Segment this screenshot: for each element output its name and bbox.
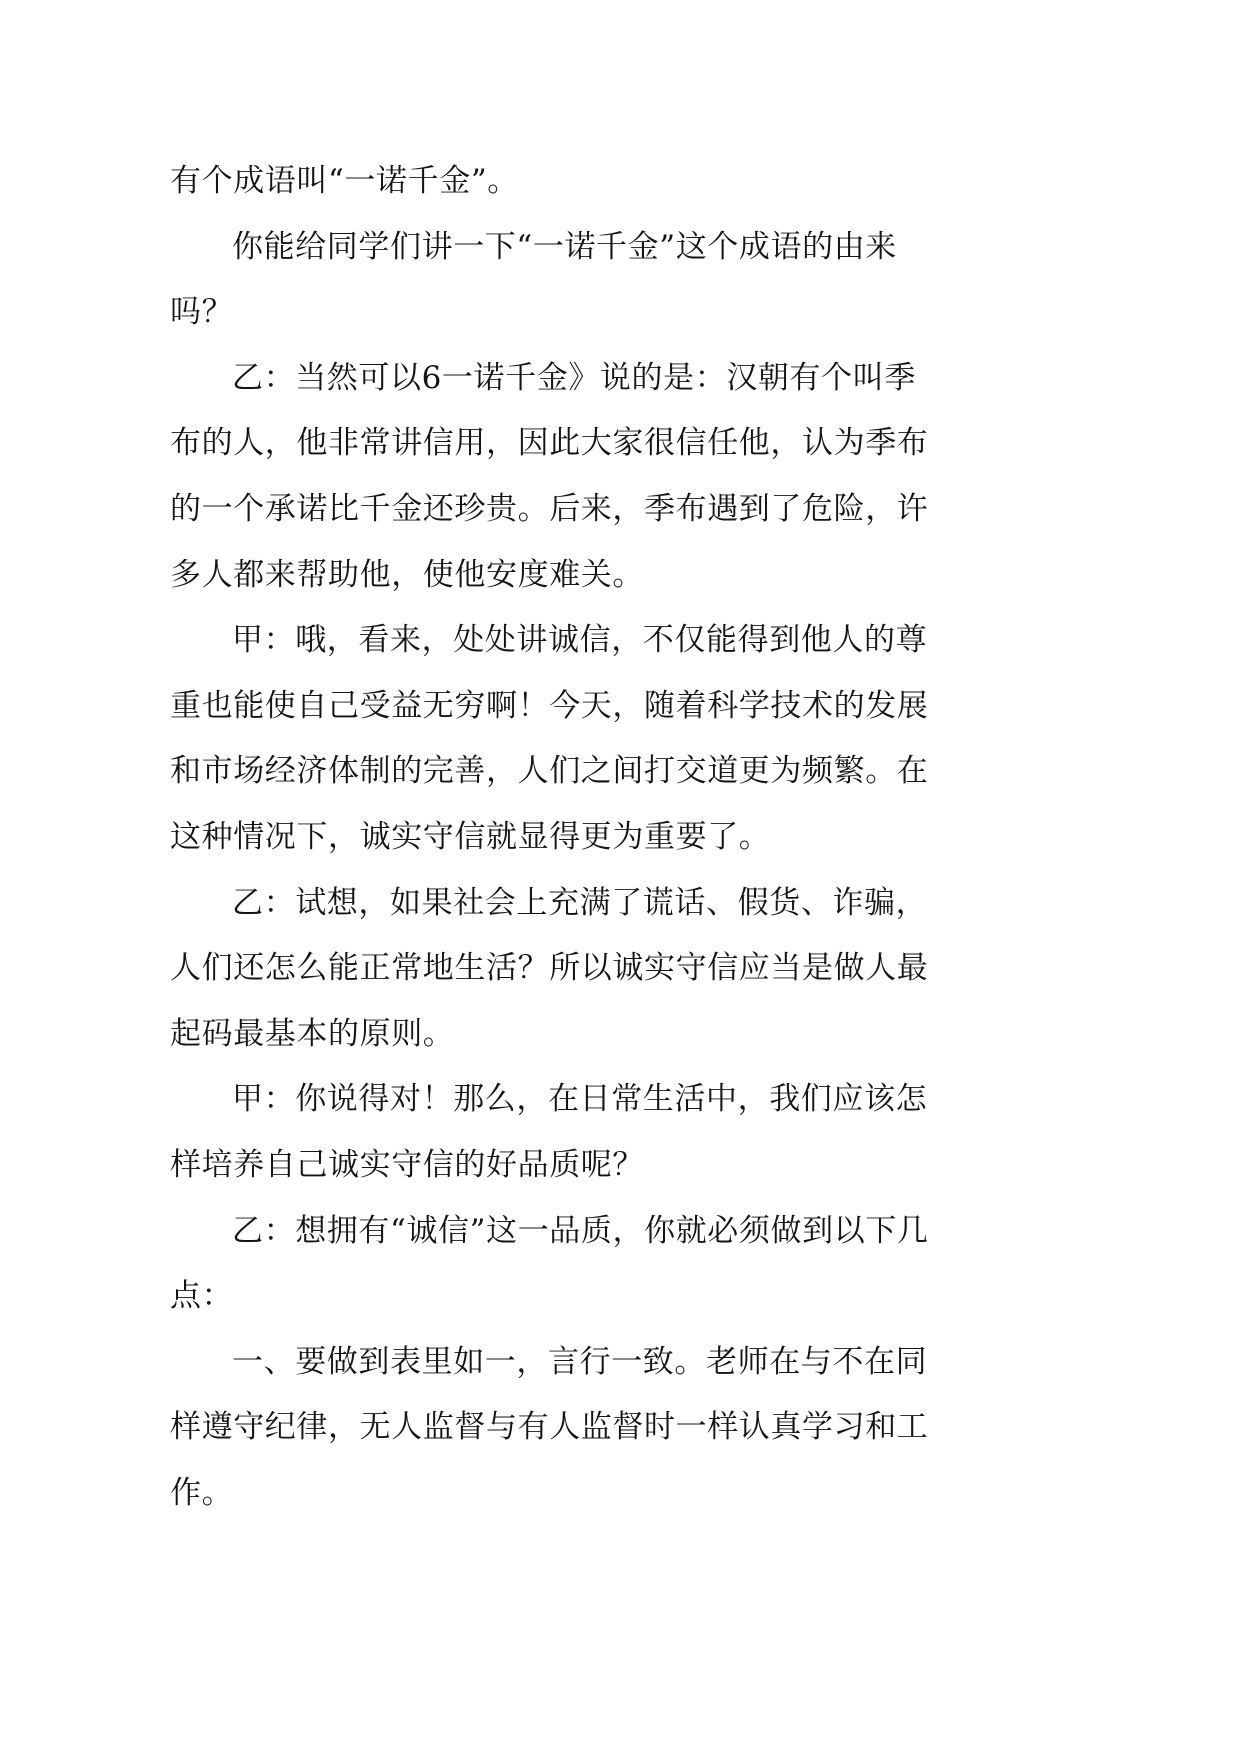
paragraph-6: 甲：你说得对！那么，在日常生活中，我们应该怎样培养自己诚实守信的好品质呢？	[170, 1081, 928, 1183]
paragraph-2: 你能给同学们讲一下“一诺千金”这个成语的由来吗？	[170, 228, 897, 331]
paragraph-5: 乙：试想，如果社会上充满了谎话、假货、诈骗，人们还怎么能正常地生活？所以诚实守信应当是做人最起码最基本的原则。	[170, 884, 929, 1052]
paragraph-4: 甲：哦，看来，处处讲诚信，不仅能得到他人的尊重也能使自己受益无穷啊！今天，随着科学技术的发展和市场经济体制的完善，人们之间打交道更为频繁。在这种情况下，诚实守信就显得更为重要了。	[170, 622, 929, 855]
paragraph-7: 乙：想拥有“诚信”这一品质，你就必须做到以下几点：	[170, 1212, 929, 1315]
paragraph-8: 一、要做到表里如一，言行一致。老师在与不在同样遵守纪律，无人监督与有人监督时一样认真学习和工作。	[170, 1343, 929, 1511]
paragraph-3: 乙：当然可以6一诺千金》说的是：汉朝有个叫季布的人，他非常讲信用，因此大家很信任他，认为季布的一个承诺比千金还珍贵。后来，季布遇到了危险，许多人都来帮助他，使他安度难关。	[170, 359, 929, 593]
paragraph-1: 有个成语叫“一诺千金”。	[170, 163, 519, 199]
document-body	[170, 149, 940, 1526]
